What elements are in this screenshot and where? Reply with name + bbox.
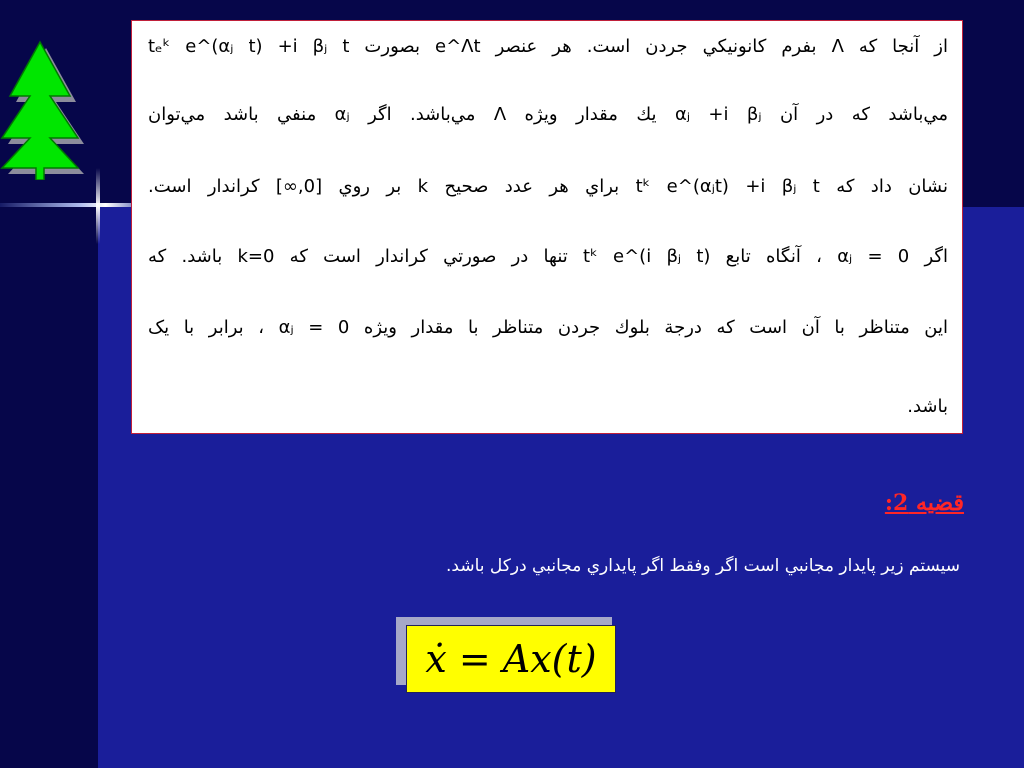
text-line-6: باشد. <box>907 396 948 417</box>
pine-tree-icon <box>0 40 100 180</box>
theorem-text-panel <box>131 20 963 434</box>
decorative-light-line <box>0 203 132 207</box>
theorem-statement: سيستم زير پايدار مجانبي است اگر وفقط اگر پايداري مجانبي درکل باشد. <box>446 556 960 576</box>
text-line-3: نشان داد كه tᵏ e^(αⱼt) +i βⱼ t براي هر عدد صحيح k بر روي [0,∞] كراندار است. <box>148 176 948 197</box>
text-line-4: اگر αⱼ = 0 ، آنگاه تابع tᵏ e^(i βⱼ t) تنها در صورتي كراندار است كه k=0 باشد. كه <box>148 246 948 267</box>
text-line-1: از آنجا كه Λ بفرم كانونيكي جردن است. هر عنصر e^Λt بصورت tₑᵏ e^(αⱼ t) +i βⱼ t <box>148 36 949 57</box>
theorem-heading: قضيه 2: <box>884 490 964 516</box>
text-line-2: مي‌باشد كه در آن αⱼ +i βⱼ يك مقدار ويژه Λ مي‌باشد. اگر αⱼ منفي باشد مي‌توان <box>148 104 949 125</box>
state-equation: ẋ = Ax(t) <box>406 625 616 693</box>
text-line-5: اين متناظر با آن است كه درجة بلوك جردن متناظر با مقدار ويژه αⱼ = 0 ، برابر با يک <box>148 317 948 338</box>
